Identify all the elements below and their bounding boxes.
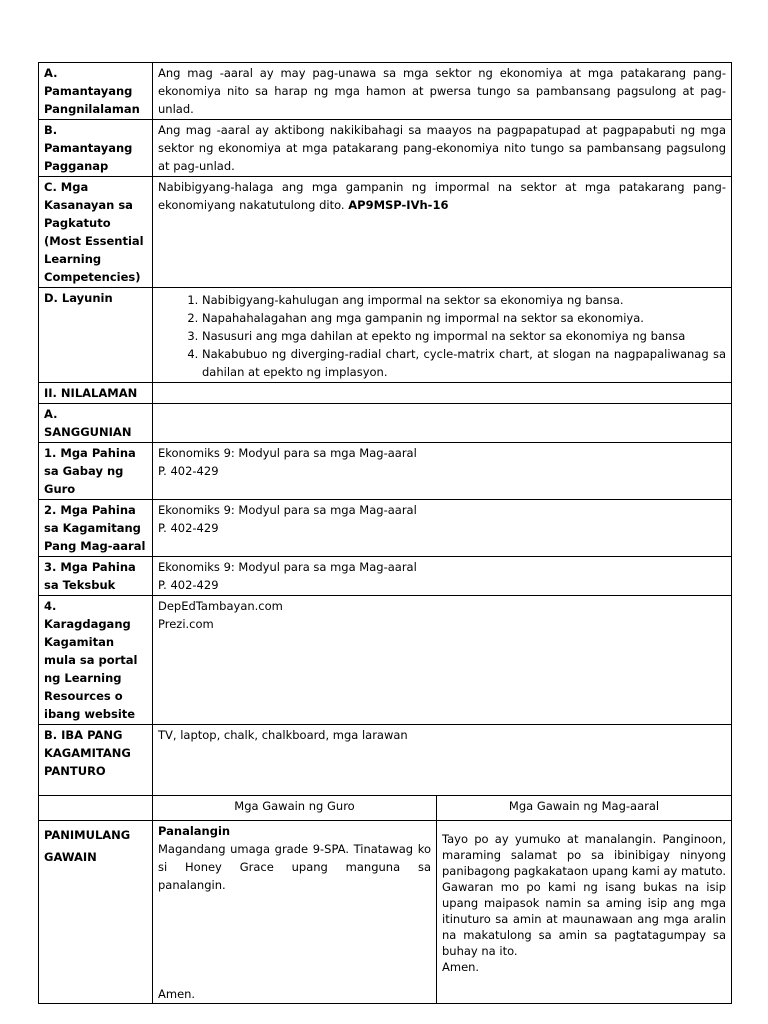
text-karagdagang-kagamitan [153, 596, 732, 725]
row-sanggunian [39, 404, 732, 443]
text-iba-pang-kagamitan: TV, laptop, chalk, chalkboard, mga larawan [153, 725, 732, 796]
label-nilalaman: II. NILALAMAN [39, 383, 153, 404]
list-item: 2. Napahahalagahan ang mga gampanin ng impormal na sektor sa ekonomiya. [202, 309, 726, 327]
row-gabay-guro [39, 443, 732, 500]
reference-title: Ekonomiks 9: Modyul para sa mga Mag-aaral [158, 560, 417, 574]
magaaral-amen: Amen. [442, 960, 480, 974]
label-pamantayang-pagganap: B. Pamantayang Pagganap [39, 120, 153, 177]
text-gabay-guro [153, 443, 732, 500]
empty-cell [153, 404, 732, 443]
list-item: 4. Nakabubuo ng diverging-radial chart, cycle-matrix chart, at slogan na nagpapaliwanag sa dahilan at epekto ng implasyon. [202, 345, 726, 381]
row-nilalaman [39, 383, 732, 404]
text-kasanayan [153, 177, 732, 288]
text-pamantayang-pagganap: Ang mag -aaral ay aktibong nakikibahagi sa maayos na pagpapatupad at pagpapabuti ng mga sektor ng ekonomiya at mga patakarang pang-ekonomiya nito tungo sa pambansang pagsulong at pag-unlad. [153, 120, 732, 177]
row-teksbuk [39, 557, 732, 596]
label-kagamitang-magaaral: 2. Mga Pahina sa Kagamitang Pang Mag-aaral [39, 500, 153, 557]
row-kagamitang-magaaral [39, 500, 732, 557]
label-gabay-guro: 1. Mga Pahina sa Gabay ng Guro [39, 443, 153, 500]
row-panimulang-gawain [39, 821, 732, 1004]
reference-pages: P. 402-429 [158, 578, 219, 592]
kasanayan-text: Nabibigyang-halaga ang mga gampanin ng impormal na sektor at mga patakarang pang-ekonomiyang nakatutulong dito. [158, 180, 726, 212]
competency-code: AP9MSP-IVh-16 [348, 198, 449, 212]
row-column-headers [39, 796, 732, 821]
guro-amen: Amen. [158, 987, 196, 1001]
layunin-list-cell [153, 288, 732, 383]
row-pamantayang-pangnilalaman [39, 63, 732, 120]
empty-cell [153, 383, 732, 404]
reference-pages: P. 402-429 [158, 521, 219, 535]
label-teksbuk: 3. Mga Pahina sa Teksbuk [39, 557, 153, 596]
reference-title: Ekonomiks 9: Modyul para sa mga Mag-aaral [158, 446, 417, 460]
label-pamantayang-pangnilalaman: A. Pamantayang Pangnilalaman [39, 63, 153, 120]
label-sanggunian: A. SANGGUNIAN [39, 404, 153, 443]
empty-cell [39, 796, 153, 821]
website-link: DepEdTambayan.com [158, 599, 283, 613]
layunin-list [158, 291, 726, 381]
reference-title: Ekonomiks 9: Modyul para sa mga Mag-aaral [158, 503, 417, 517]
row-pamantayang-pagganap [39, 120, 732, 177]
row-kasanayan [39, 177, 732, 288]
guro-prayer-instruction: Magandang umaga grade 9-SPA. Tinatawag ko si Honey Grace upang manguna sa panalangin. [158, 842, 431, 892]
text-kagamitang-magaaral [153, 500, 732, 557]
label-panimulang-gawain: PANIMULANG GAWAIN [39, 821, 153, 1004]
column-header-magaaral: Mga Gawain ng Mag-aaral [437, 796, 732, 821]
label-layunin: D. Layunin [39, 288, 153, 383]
guro-activity-cell [153, 821, 437, 1004]
label-karagdagang-kagamitan: 4. Karagdagang Kagamitan mula sa portal ng Learning Resources o ibang website [39, 596, 153, 725]
row-iba-pang-kagamitan [39, 725, 732, 796]
list-item: 3. Nasusuri ang mga dahilan at epekto ng impormal na sektor sa ekonomiya ng bansa [202, 327, 726, 345]
row-karagdagang-kagamitan [39, 596, 732, 725]
column-header-guro: Mga Gawain ng Guro [153, 796, 437, 821]
label-kasanayan: C. Mga Kasanayan sa Pagkatuto (Most Essential Learning Competencies) [39, 177, 153, 288]
list-item: 1. Nabibigyang-kahulugan ang impormal na sektor sa ekonomiya ng bansa. [202, 291, 726, 309]
magaaral-prayer: Tayo po ay yumuko at manalangin. Panginoon, maraming salamat po sa ibinibigay ninyong panibagong pagkakataon upang kami ay matuto. Gawaran mo po kami ng isang bukas na isip upang maipasok namin sa aming isip ang mga itinuturo sa amin at maunawaan ang mga aralin na makatulong sa amin sa pagtatagumpay sa buhay na ito. [442, 832, 726, 958]
website-link: Prezi.com [158, 617, 214, 631]
row-layunin [39, 288, 732, 383]
reference-pages: P. 402-429 [158, 464, 219, 478]
text-pamantayang-pangnilalaman: Ang mag -aaral ay may pag-unawa sa mga sektor ng ekonomiya at mga patakarang pang-ekonomiya nito sa harap ng mga hamon at pwersa tungo sa pambansang pagsulong at pag-unlad. [153, 63, 732, 120]
label-iba-pang-kagamitan: B. IBA PANG KAGAMITANG PANTURO [39, 725, 153, 796]
lesson-plan-table [38, 62, 732, 1004]
text-teksbuk [153, 557, 732, 596]
panalangin-heading: Panalangin [158, 824, 231, 838]
magaaral-activity-cell [437, 821, 732, 1004]
